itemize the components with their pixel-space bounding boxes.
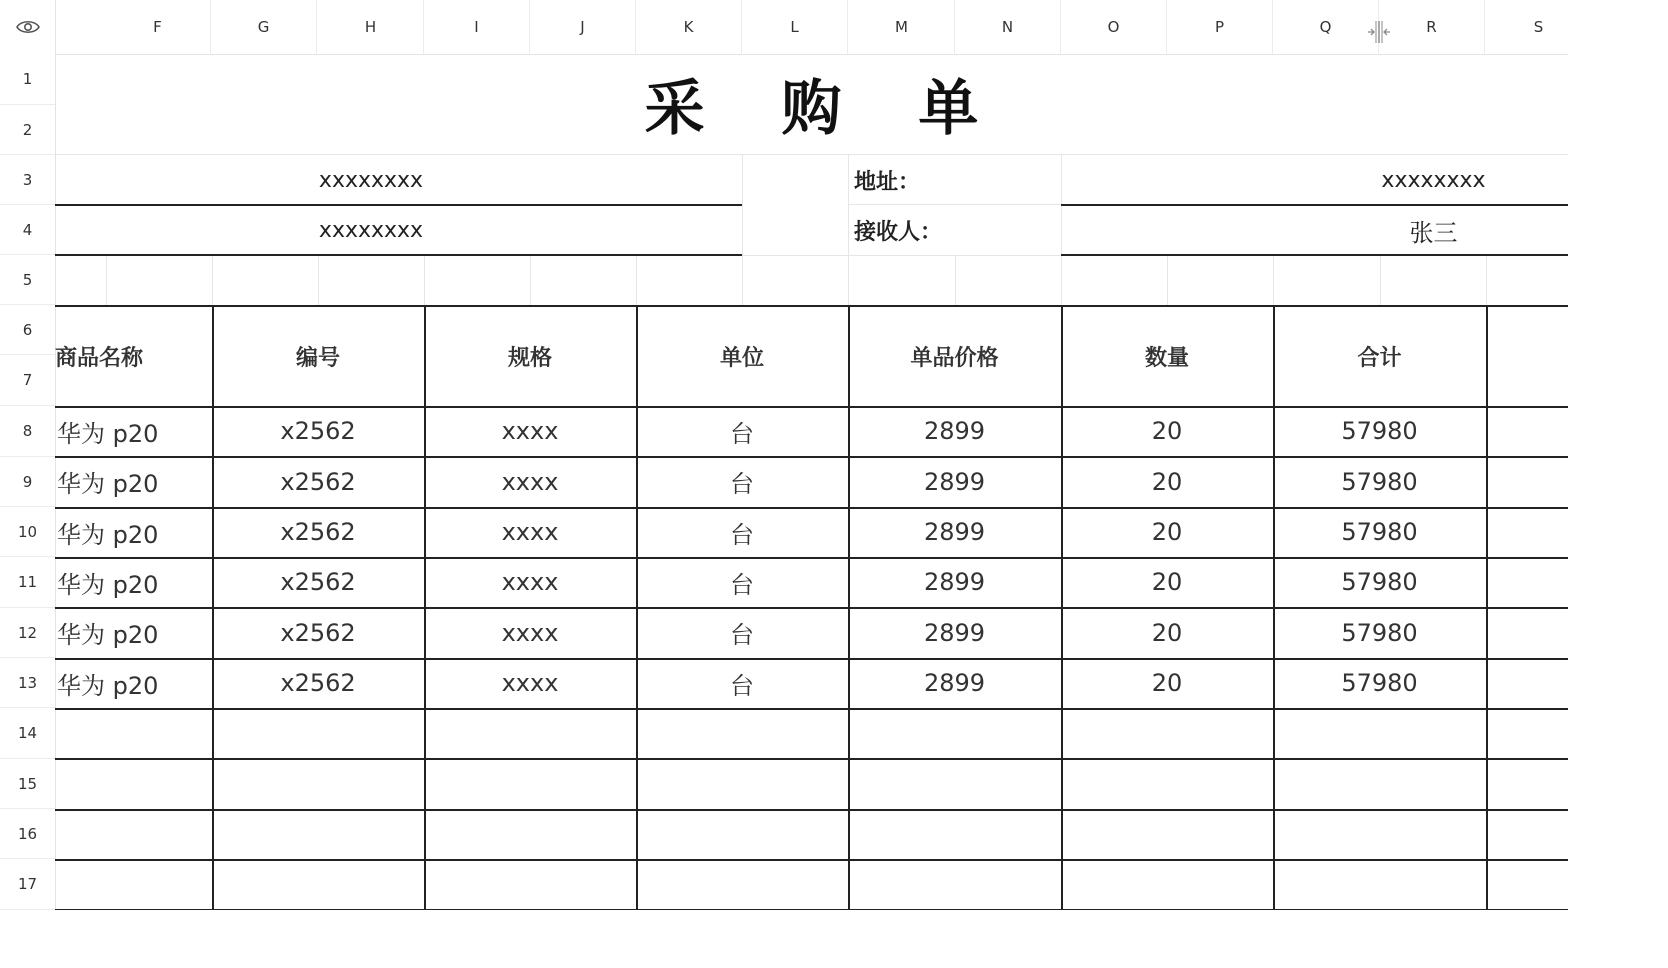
column-header-R[interactable]: R: [1379, 0, 1485, 54]
table-cell[interactable]: 20: [1151, 618, 1183, 647]
table-header-cell[interactable]: 规格: [507, 345, 552, 371]
row-header-12[interactable]: 12: [0, 608, 55, 658]
table-header-cell[interactable]: 商品名称: [55, 345, 144, 371]
info-left-row4[interactable]: xxxxxxxx: [318, 217, 424, 243]
row-header-7[interactable]: 7: [0, 355, 55, 406]
table-cell[interactable]: 2899: [923, 618, 986, 647]
table-header-cell[interactable]: 数量: [1144, 345, 1189, 371]
table-header-cell[interactable]: 单位: [719, 345, 764, 371]
gridline: [636, 255, 637, 305]
table-cell[interactable]: 2899: [923, 467, 986, 496]
table-cell[interactable]: 华为 p20: [57, 520, 159, 549]
table-cell[interactable]: xxxx: [501, 568, 559, 596]
column-header-P[interactable]: P: [1167, 0, 1273, 54]
column-header-K[interactable]: K: [636, 0, 742, 54]
table-cell[interactable]: 57980: [1341, 467, 1418, 496]
address-label[interactable]: 地址：: [854, 169, 921, 195]
cell-grid[interactable]: [55, 54, 1568, 910]
row-header-4[interactable]: 4: [0, 205, 55, 255]
gridline: [318, 255, 319, 305]
table-cell[interactable]: x2562: [280, 417, 356, 445]
table-cell[interactable]: 20: [1151, 467, 1183, 496]
row-header-3[interactable]: 3: [0, 155, 55, 205]
table-cell[interactable]: 华为 p20: [57, 570, 159, 599]
column-header-F[interactable]: F: [105, 0, 211, 54]
column-header-S[interactable]: S: [1486, 0, 1568, 54]
column-header-Q[interactable]: Q: [1273, 0, 1379, 54]
table-cell[interactable]: 台: [730, 470, 754, 498]
column-header-O[interactable]: O: [1061, 0, 1167, 54]
table-hline: [55, 809, 1568, 811]
column-header-bar: [0, 0, 1568, 55]
table-cell[interactable]: x2562: [280, 518, 356, 546]
table-cell[interactable]: 华为 p20: [57, 621, 159, 649]
table-cell[interactable]: 2899: [923, 417, 986, 445]
table-cell[interactable]: 华为 p20: [57, 419, 159, 448]
row-header-15[interactable]: 15: [0, 759, 55, 809]
address-value[interactable]: xxxxxxxx: [1381, 167, 1486, 193]
table-hline: [55, 909, 1568, 910]
gridline: [742, 255, 743, 305]
table-header-cell[interactable]: 编号: [295, 345, 340, 371]
table-hline: [55, 859, 1568, 861]
table-cell[interactable]: 华为 p20: [57, 671, 159, 700]
table-cell[interactable]: 华为 p20: [57, 470, 159, 498]
column-header-L[interactable]: L: [742, 0, 848, 54]
table-cell[interactable]: 台: [730, 671, 754, 700]
row-header-16[interactable]: 16: [0, 809, 55, 859]
eye-icon[interactable]: [16, 19, 40, 35]
table-cell[interactable]: x2562: [280, 618, 356, 647]
column-header-M[interactable]: M: [849, 0, 955, 54]
receiver-label[interactable]: 接收人：: [854, 219, 943, 245]
table-hline: [55, 708, 1568, 710]
table-cell[interactable]: x2562: [280, 568, 356, 596]
table-cell[interactable]: 2899: [923, 669, 986, 697]
row-header-6[interactable]: 6: [0, 305, 55, 355]
info-left-row3[interactable]: xxxxxxxx: [318, 167, 424, 193]
column-header-N[interactable]: N: [955, 0, 1061, 54]
select-all-corner[interactable]: [0, 0, 56, 54]
row-header-9[interactable]: 9: [0, 457, 55, 507]
gridline: [1380, 255, 1381, 305]
gridline: [742, 155, 743, 255]
gridline: [1486, 255, 1487, 305]
table-hline: [55, 758, 1568, 760]
table-cell[interactable]: 台: [730, 520, 754, 549]
gridline: [1273, 255, 1274, 305]
table-cell[interactable]: 57980: [1341, 669, 1418, 697]
column-header-G[interactable]: G: [211, 0, 317, 54]
table-cell[interactable]: 20: [1151, 669, 1183, 697]
table-cell[interactable]: 57980: [1341, 568, 1418, 596]
table-cell[interactable]: 台: [730, 621, 754, 649]
gridline: [106, 255, 107, 305]
table-cell[interactable]: xxxx: [501, 467, 559, 496]
table-cell[interactable]: 20: [1151, 417, 1183, 445]
gridline: [212, 255, 213, 305]
table-header-cell[interactable]: 单品价格: [910, 345, 999, 371]
table-cell[interactable]: x2562: [280, 669, 356, 697]
column-header-J[interactable]: J: [530, 0, 636, 54]
table-cell[interactable]: xxxx: [501, 417, 559, 445]
gridline: [955, 255, 956, 305]
row-header-2[interactable]: 2: [0, 105, 55, 155]
table-cell[interactable]: 57980: [1341, 618, 1418, 647]
table-cell[interactable]: xxxx: [501, 618, 559, 647]
column-header-I[interactable]: I: [424, 0, 530, 54]
row-header-5[interactable]: 5: [0, 255, 55, 305]
table-cell[interactable]: 台: [730, 570, 754, 599]
gridline: [1167, 255, 1168, 305]
gridline: [1061, 255, 1062, 305]
gridline: [530, 255, 531, 305]
sheet-title[interactable]: 采 购 单: [644, 74, 1007, 144]
table-cell[interactable]: xxxx: [501, 518, 559, 546]
table-cell[interactable]: 20: [1151, 568, 1183, 596]
table-cell[interactable]: 2899: [923, 518, 986, 546]
table-cell[interactable]: 20: [1151, 518, 1183, 546]
row-header-8[interactable]: 8: [0, 406, 55, 457]
row-header-14[interactable]: 14: [0, 708, 55, 759]
row-header-11[interactable]: 11: [0, 557, 55, 608]
row-header-13[interactable]: 13: [0, 658, 55, 708]
column-header-H[interactable]: H: [318, 0, 424, 54]
table-header-cell[interactable]: 合计: [1357, 345, 1402, 371]
table-cell[interactable]: 台: [730, 419, 754, 448]
column-resize-icon[interactable]: [1366, 20, 1392, 44]
table-vline: [1486, 305, 1488, 910]
receiver-value[interactable]: 张三: [1409, 218, 1458, 247]
row-header-10[interactable]: 10: [0, 507, 55, 557]
gridline: [848, 255, 849, 305]
row-header-1[interactable]: 1: [0, 54, 55, 105]
table-cell[interactable]: x2562: [280, 467, 356, 496]
table-cell[interactable]: 2899: [923, 568, 986, 596]
row-header-bar: [0, 54, 56, 910]
table-cell[interactable]: 57980: [1341, 518, 1418, 546]
table-cell[interactable]: 57980: [1341, 417, 1418, 445]
row-header-17[interactable]: 17: [0, 859, 55, 910]
table-cell[interactable]: xxxx: [501, 669, 559, 697]
gridline: [424, 255, 425, 305]
